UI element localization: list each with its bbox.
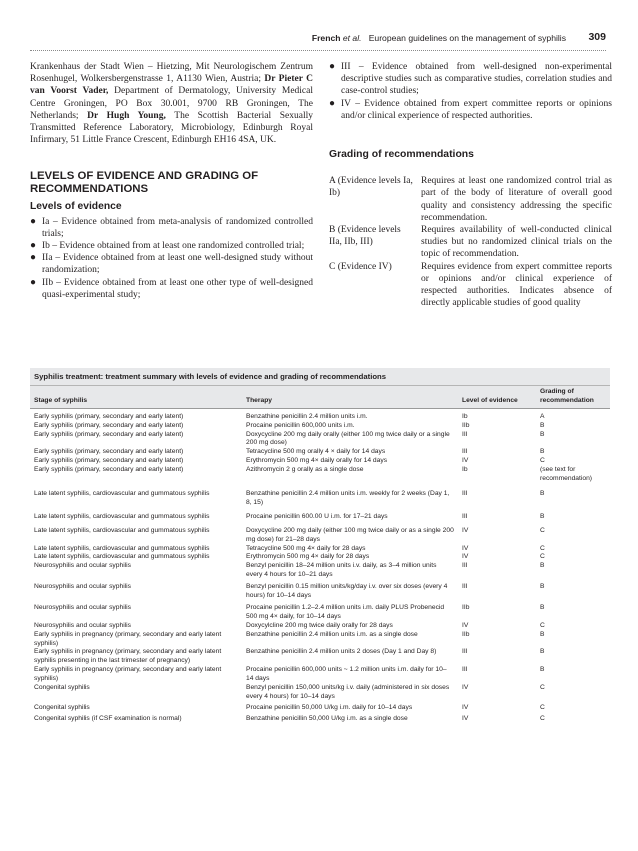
affiliation-text-3: The Scottish Bacterial Sexually Transmitted Reference Laboratory, Microbiology, Edinburgh Royal Infirmary, 51 Little France Crescent, Edinburgh EH16 4SA, UK.	[30, 110, 313, 146]
author-name-van-voorst-vader: Dr Pieter C van Voorst Vader,	[30, 74, 313, 97]
cell-grade: C	[540, 684, 545, 692]
table-body	[30, 413, 610, 724]
table-row	[30, 545, 610, 554]
list-item-text: Ib – Evidence obtained from at least one randomized controlled trial;	[42, 241, 305, 252]
cell-stage: Early syphilis (primary, secondary and early latent)	[34, 412, 184, 420]
cell-level: IV	[462, 684, 469, 692]
grade-description: Requires at least one randomized control trial as part of the body of literature of overall good quality and consistency addressing the specific recommendation.	[421, 176, 612, 223]
list-item	[329, 61, 612, 98]
table-row	[30, 422, 610, 431]
cell-stage: Early syphilis in pregnancy (primary, secondary and early latent syphilis)	[34, 666, 222, 683]
cell-grade: B	[540, 583, 545, 591]
cell-grade: B	[540, 421, 545, 429]
cell-level: IIb	[462, 421, 470, 429]
cell-grade: A	[540, 412, 545, 420]
cell-therapy: Doxycylcline 200 mg twice daily orally for 28 days	[246, 621, 393, 629]
cell-stage: Congenital syphilis	[34, 684, 90, 692]
right-column	[329, 61, 612, 309]
cell-stage: Late latent syphilis, cardiovascular and gummatous syphilis	[34, 553, 210, 561]
cell-therapy: Procaine penicillin 50,000 U/kg i.m. daily for 10–14 days	[246, 703, 413, 711]
cell-grade: B	[540, 630, 545, 638]
cell-therapy: Procaine penicillin 600,000 units i.m.	[246, 421, 355, 429]
table-header	[30, 385, 610, 409]
bullet-icon: ●	[329, 61, 336, 72]
cell-stage: Early syphilis (primary, secondary and early latent)	[34, 466, 184, 474]
cell-level: III	[462, 448, 468, 456]
cell-level: Ib	[462, 466, 468, 474]
cell-stage: Late latent syphilis, cardiovascular and gummatous syphilis	[34, 512, 210, 520]
treatment-table	[30, 368, 610, 724]
header-divider	[30, 50, 606, 51]
list-item	[30, 252, 313, 276]
cell-level: III	[462, 666, 468, 674]
cell-level: III	[462, 489, 468, 497]
cell-level: III	[462, 512, 468, 520]
cell-level: III	[462, 430, 468, 438]
table-row	[30, 631, 610, 649]
cell-stage: Early syphilis (primary, secondary and early latent)	[34, 421, 184, 429]
cell-level: III	[462, 583, 468, 591]
cell-therapy: Benzyl penicillin 18–24 million units i.v. daily, as 3–4 million units every 4 hours for 10–21 days	[246, 562, 437, 579]
header-citation	[312, 33, 566, 43]
table-row	[30, 431, 610, 449]
affiliation-text-1: Krankenhaus der Stadt Wien – Hietzing, Mit Neurologischem Zentrum Rosenhugel, Wolkersbergenstrasse 1, A1130 Wien, Austria;	[30, 62, 313, 85]
table-row	[30, 622, 610, 631]
cell-stage: Neurosyphilis and ocular syphilis	[34, 583, 132, 591]
cell-stage: Neurosyphilis and ocular syphilis	[34, 603, 132, 611]
cell-stage: Neurosyphilis and ocular syphilis	[34, 562, 132, 570]
grade-description: Requires evidence from expert committee reports or opinions and/or clinical experience of respected authorities. Indicates absence of directly applicable studies of good quality	[421, 261, 612, 309]
list-item-text: IIa – Evidence obtained from at least one well-designed study without randomization;	[42, 253, 313, 276]
table-row	[30, 513, 610, 522]
list-item	[30, 240, 313, 252]
table-row	[30, 715, 610, 724]
bullet-icon: ●	[30, 215, 37, 227]
table-row	[30, 704, 610, 713]
section-heading: LEVELS OF EVIDENCE AND GRADING OF RECOMMENDATIONS	[30, 170, 259, 196]
bullet-icon: ●	[329, 97, 336, 109]
cell-therapy: Doxycycline 200 mg daily orally (either 100 mg twice daily or a single 200 mg dose)	[246, 430, 450, 447]
list-item-text: III – Evidence obtained from well-designed non-experimental descriptive studies such as comparative studies, correlation studies and case-control studies;	[341, 62, 612, 97]
cell-grade: C	[540, 526, 545, 534]
cell-level: IV	[462, 526, 469, 534]
table-row	[30, 562, 610, 580]
grading-heading: Grading of recommendations	[329, 149, 474, 161]
grade-label: B (Evidence levels IIa, IIb, III)	[329, 225, 401, 248]
cell-level: IV	[462, 553, 469, 561]
cell-therapy: Erythromycin 500 mg 4× daily for 28 days	[246, 553, 370, 561]
table-row	[30, 457, 610, 466]
list-item-text: IIb – Evidence obtained from at least one other type of well-designed quasi-experimental study;	[42, 277, 313, 300]
bullet-icon: ●	[30, 276, 37, 288]
cell-grade: C	[540, 457, 545, 465]
cell-level: IIb	[462, 603, 470, 611]
cell-grade: C	[540, 703, 545, 711]
cell-level: IV	[462, 703, 469, 711]
cell-therapy: Erythromycin 500 mg 4× daily orally for 14 days	[246, 457, 388, 465]
cell-level: Ib	[462, 412, 468, 420]
header-title: European guidelines on the management of syphilis	[368, 33, 566, 43]
cell-therapy: Benzathine penicillin 50,000 U/kg i.m. as a single dose	[246, 714, 408, 722]
table-row	[30, 448, 610, 457]
table-row	[30, 413, 610, 422]
header-author: French	[311, 33, 341, 43]
cell-therapy: Benzathine penicillin 2.4 million units i.m.	[246, 412, 368, 420]
table-row	[30, 583, 610, 601]
cell-stage: Early syphilis in pregnancy (primary, secondary and early latent syphilis)	[34, 630, 222, 647]
list-item	[30, 216, 313, 240]
affiliation-paragraph	[30, 61, 313, 146]
cell-level: IV	[462, 714, 469, 722]
column-header-therapy: Therapy	[246, 396, 273, 404]
table-row	[30, 490, 610, 508]
evidence-level-list	[30, 216, 313, 301]
cell-grade: B	[540, 448, 545, 456]
column-header-level: Level of evidence	[462, 396, 518, 404]
cell-grade: C	[540, 544, 545, 552]
cell-therapy: Tetracycline 500 mg orally 4 × daily for 14 days	[246, 448, 386, 456]
evidence-level-list-continued	[329, 61, 612, 122]
table-row	[30, 684, 610, 702]
cell-therapy: Procaine penicillin 600.00 U i.m. for 17–21 days	[246, 512, 388, 520]
cell-level: IV	[462, 621, 469, 629]
cell-stage: Late latent syphilis, cardiovascular and gummatous syphilis	[34, 489, 210, 497]
cell-stage: Early syphilis (primary, secondary and early latent)	[34, 457, 184, 465]
cell-therapy: Tetracycline 500 mg 4× daily for 28 days	[246, 544, 366, 552]
cell-stage: Early syphilis in pregnancy (primary, secondary and early latent syphilis presenting in the last trimester of pregnancy)	[34, 648, 222, 665]
cell-grade: B	[540, 562, 545, 570]
left-column	[30, 61, 313, 301]
table-caption: Syphilis treatment: treatment summary with levels of evidence and grading of recommendations	[30, 368, 610, 385]
table-row	[30, 553, 610, 562]
table-row	[30, 604, 610, 622]
grading-list	[329, 175, 612, 309]
cell-therapy: Azithromycin 2 g orally as a single dose	[246, 466, 364, 474]
cell-level: IV	[462, 457, 469, 465]
author-name-young: Dr Hugh Young,	[87, 110, 166, 121]
bullet-icon: ●	[30, 240, 37, 252]
table-row	[30, 466, 610, 484]
cell-stage: Neurosyphilis and ocular syphilis	[34, 621, 132, 629]
table-row	[30, 666, 610, 684]
cell-grade: B	[540, 512, 545, 520]
cell-level: IV	[462, 544, 469, 552]
cell-stage: Congenital syphilis	[34, 703, 90, 711]
cell-grade: B	[540, 666, 545, 674]
cell-therapy: Procaine penicillin 1.2–2.4 million units i.m. daily PLUS Probenecid 500 mg 4× daily, for 10–14 days	[246, 603, 445, 620]
cell-therapy: Benzathine penicillin 2.4 million units 2 doses (Day 1 and Day 8)	[246, 648, 437, 656]
affiliation-text-2: Department of Dermatology, University Medical Centre Groningen, PO Box 30.001, 9700 RB Groningen, The Netherlands;	[30, 86, 313, 121]
table-row	[30, 648, 610, 666]
cell-grade: C	[540, 621, 545, 629]
cell-grade: C	[540, 553, 545, 561]
column-header-stage: Stage of syphilis	[34, 396, 88, 404]
running-header	[30, 30, 606, 44]
cell-grade: B	[540, 648, 545, 656]
grade-label: C (Evidence IV)	[329, 261, 392, 272]
list-item-text: IV – Evidence obtained from expert committee reports or opinions and/or clinical experience of respected authorities.	[341, 98, 612, 121]
cell-stage: Late latent syphilis, cardiovascular and gummatous syphilis	[34, 544, 210, 552]
bullet-icon: ●	[30, 252, 37, 264]
header-author-etal: et al.	[342, 33, 362, 43]
list-item-text: Ia – Evidence obtained from meta-analysis of randomized controlled trials;	[42, 216, 313, 239]
cell-therapy: Procaine penicillin 600,000 units ~ 1.2 million units i.m. daily for 10– 14 days	[246, 666, 447, 683]
cell-therapy: Benzyl penicillin 150,000 units/kg i.v. daily (administered in six doses every 4 hours) for 10–14 days	[246, 684, 450, 700]
cell-stage: Early syphilis (primary, secondary and early latent)	[34, 448, 184, 456]
list-item	[329, 98, 612, 122]
levels-subheading: Levels of evidence	[30, 201, 122, 213]
list-item	[30, 277, 313, 301]
cell-stage: Late latent syphilis, cardiovascular and gummatous syphilis	[34, 526, 210, 534]
cell-grade: B	[540, 430, 545, 438]
cell-therapy: Benzathine penicillin 2.4 million units i.m. as a single dose	[246, 630, 418, 638]
column-header-grade: Grading of recommendation	[540, 387, 594, 404]
table-row	[30, 527, 610, 545]
cell-level: III	[462, 562, 468, 570]
cell-therapy: Doxycycline 200 mg daily (either 100 mg twice daily or as a single 200 mg dose) for 21–28 days	[246, 526, 454, 543]
cell-therapy: Benzathine penicillin 2.4 million units i.m. weekly for 2 weeks (Day 1, 8, 15)	[246, 489, 450, 506]
cell-level: III	[462, 648, 468, 656]
page-number: 309	[588, 31, 606, 43]
cell-grade: C	[540, 714, 545, 722]
cell-grade: B	[540, 603, 545, 611]
cell-grade: B	[540, 489, 545, 497]
grade-description: Requires availability of well-conducted clinical studies but no randomized clinical trials on the topic of recommendation.	[421, 225, 612, 260]
cell-stage: Early syphilis (primary, secondary and early latent)	[34, 430, 184, 438]
grade-label: A (Evidence levels Ia, Ib)	[329, 176, 413, 199]
cell-level: IIb	[462, 630, 470, 638]
cell-therapy: Benzyl penicillin 0.15 million units/kg/day i.v. over six doses (every 4 hours) for 10–14 days	[246, 583, 448, 600]
cell-grade: (see text for recommendation)	[540, 466, 593, 483]
cell-stage: Congenital syphilis (if CSF examination is normal)	[34, 714, 182, 722]
